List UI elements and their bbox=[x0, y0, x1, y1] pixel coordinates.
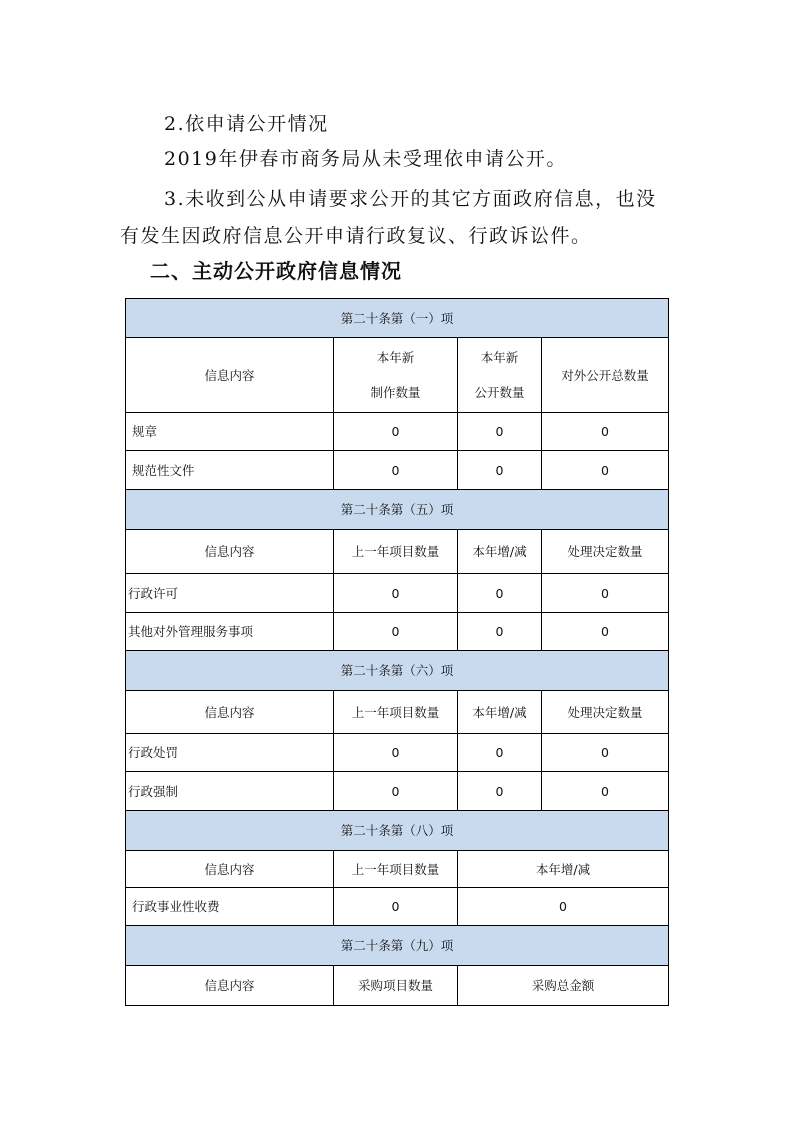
header-new-made-line2: 制作数量 bbox=[370, 385, 421, 400]
header-procurement-count: 采购项目数量 bbox=[334, 966, 458, 1006]
header-year-change: 本年增/减 bbox=[458, 851, 669, 888]
header-info-content: 信息内容 bbox=[125, 691, 334, 734]
table-cell-value: 0 bbox=[334, 734, 458, 772]
table-cell-value: 0 bbox=[542, 734, 669, 772]
header-procurement-amount: 采购总金额 bbox=[458, 966, 669, 1006]
table-cell-value: 0 bbox=[458, 451, 542, 490]
table-cell-value: 0 bbox=[458, 734, 542, 772]
header-decision-count: 处理决定数量 bbox=[542, 691, 669, 734]
header-year-change: 本年增/减 bbox=[458, 691, 542, 734]
table-cell-value: 0 bbox=[458, 413, 542, 451]
table-cell-value: 0 bbox=[334, 613, 458, 651]
paragraph-other-info-line2: 有发生因政府信息公开申请行政复议、行政诉讼件。 bbox=[120, 225, 592, 247]
section-title-9: 第二十条第（九）项 bbox=[125, 926, 669, 966]
header-new-published-line2: 公开数量 bbox=[474, 385, 525, 400]
section-title-8: 第二十条第（八）项 bbox=[125, 811, 669, 851]
table-cell-value: 0 bbox=[458, 574, 542, 613]
header-info-content: 信息内容 bbox=[125, 851, 334, 888]
table-cell-value: 0 bbox=[458, 613, 542, 651]
header-new-published-line1: 本年新 bbox=[480, 350, 519, 365]
header-last-year-count: 上一年项目数量 bbox=[334, 851, 458, 888]
header-last-year-count: 上一年项目数量 bbox=[334, 530, 458, 574]
table-cell-value: 0 bbox=[542, 772, 669, 811]
table-cell-value: 0 bbox=[334, 574, 458, 613]
section-heading: 二、主动公开政府信息情况 bbox=[150, 259, 402, 283]
table-cell-value: 0 bbox=[458, 772, 542, 811]
table-cell-value: 0 bbox=[334, 888, 458, 926]
table-row-label: 行政许可 bbox=[125, 574, 334, 613]
table-cell-value: 0 bbox=[542, 413, 669, 451]
paragraph-other-info-line1: 3.未收到公从申请要求公开的其它方面政府信息，也没 bbox=[164, 188, 657, 210]
section-title-6: 第二十条第（六）项 bbox=[125, 651, 669, 691]
section-title-5: 第二十条第（五）项 bbox=[125, 490, 669, 530]
table-cell-value: 0 bbox=[542, 451, 669, 490]
table-cell-value: 0 bbox=[542, 574, 669, 613]
table-cell-value: 0 bbox=[458, 888, 669, 926]
header-new-published-count bbox=[458, 338, 542, 413]
table-row-label: 其他对外管理服务事项 bbox=[125, 613, 334, 651]
header-info-content: 信息内容 bbox=[125, 338, 334, 413]
header-year-change: 本年增/减 bbox=[458, 530, 542, 574]
table-cell-value: 0 bbox=[334, 451, 458, 490]
header-new-made-line1: 本年新 bbox=[376, 350, 415, 365]
table-row-label: 行政处罚 bbox=[125, 734, 334, 772]
paragraph-apply-disclosure-body: 2019年伊春市商务局从未受理依申请公开。 bbox=[164, 148, 567, 170]
table-row-label: 行政事业性收费 bbox=[125, 888, 334, 926]
paragraph-apply-disclosure-heading: 2.依申请公开情况 bbox=[164, 113, 329, 135]
header-new-made-count bbox=[334, 338, 458, 413]
section-title-1: 第二十条第（一）项 bbox=[125, 298, 669, 338]
disclosure-table bbox=[125, 298, 669, 1006]
table-cell-value: 0 bbox=[334, 772, 458, 811]
table-row-label: 行政强制 bbox=[125, 772, 334, 811]
table-cell-value: 0 bbox=[334, 413, 458, 451]
header-info-content: 信息内容 bbox=[125, 966, 334, 1006]
header-info-content: 信息内容 bbox=[125, 530, 334, 574]
table-cell-value: 0 bbox=[542, 613, 669, 651]
header-last-year-count: 上一年项目数量 bbox=[334, 691, 458, 734]
header-decision-count: 处理决定数量 bbox=[542, 530, 669, 574]
table-row-label: 规章 bbox=[125, 413, 334, 451]
header-total-public-count: 对外公开总数量 bbox=[542, 338, 669, 413]
table-row-label: 规范性文件 bbox=[125, 451, 334, 490]
